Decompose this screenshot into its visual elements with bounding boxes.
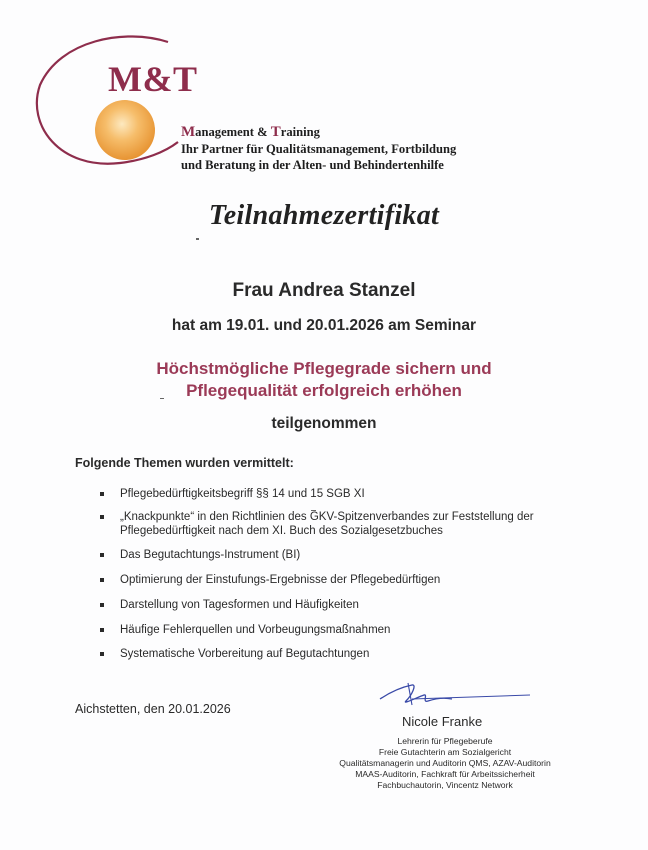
scan-speck [160, 398, 164, 399]
participant-name: Frau Andrea Stanzel [232, 280, 416, 301]
bullet-icon [100, 553, 104, 557]
signature-icon [372, 677, 532, 717]
logo-sun [95, 100, 155, 160]
bullet-icon [100, 578, 104, 582]
company-line-2: Ihr Partner für Qualitätsmanagement, Fortbildung [181, 141, 457, 156]
company-line-3: und Beratung in der Alten- und Behindertenhilfe [181, 158, 444, 172]
seminar-title: Höchstmögliche Pflegegrade sichern und Pflegequalität erfolgreich erhöhen [156, 359, 492, 400]
bullet-icon [100, 515, 104, 519]
company-tagline [181, 124, 456, 174]
bullet-icon [100, 603, 104, 607]
participated-text: teilgenommen [271, 415, 377, 432]
seminar-date-line: hat am 19.01. und 20.01.2026 am Seminar [171, 317, 477, 334]
topics-heading: Folgende Themen wurden vermittelt: [75, 456, 294, 470]
bullet-icon [100, 652, 104, 656]
logo-text: M&T [108, 59, 198, 99]
logo-icon [30, 30, 180, 175]
scan-speck [311, 510, 316, 511]
certificate-title: Teilnahmezertifikat [208, 200, 440, 231]
certificate-page: M&T Management & Training Ihr Partner für Qualitätsmanagement, Fortbildung und Beratung in der Alten- und Behindertenhilfe Teilnahmezertifikat Frau Andrea Stanzel hat am 19.01. und 20.01.2026 am Seminar Höchstmögliche Pflegegrade sichern und Pflegequalität erfolgreich erhöhen teilgenommen Folgende Themen wurden vermittelt: Pflegebedürftigkeitsbegriff §§ 14 und 15 SGB XI „Knackpunkte“ in den Richtlinien des GKV-Spitzenverbandes zur Feststellung der Pflegebedürftigkeit nach dem XI. Buch des Sozialgesetzbuches Das Begutachtungs-Instrument (BI) Optimierung der Einstufungs-Ergebnisse der Pflegebedürftigen Darstellung von Tagesformen und Häufigkeiten Häufige Fehlerquellen und Vorbeugungsmaßnahmen Systematische Vorbereitung auf Begutachtungen Aichstetten, den 20.01.2026 Nicole Franke Lehrerin für Pflegeberufe Freie Gutachterin am Sozialgericht Qualitätsmanagerin und Auditorin QMS, AZAV-Auditorin MAAS-Auditorin, Fachkraft für Arbeitssicherheit Fachbuchautorin, Vincentz Network [0, 0, 648, 850]
bullet-icon [100, 628, 104, 632]
bullet-icon [100, 492, 104, 496]
signer-name: Nicole Franke [402, 714, 483, 729]
company-name: Management & Training [181, 124, 320, 140]
signer-credentials: Lehrerin für Pflegeberufe Freie Gutachterin am Sozialgericht Qualitätsmanagerin und Auditorin QMS, AZAV-Auditorin MAAS-Auditorin, Fachkraft für Arbeitssicherheit Fachbuchautorin, Vincentz Network [339, 736, 551, 790]
place-date: Aichstetten, den 20.01.2026 [75, 702, 231, 716]
scan-speck [196, 238, 199, 240]
